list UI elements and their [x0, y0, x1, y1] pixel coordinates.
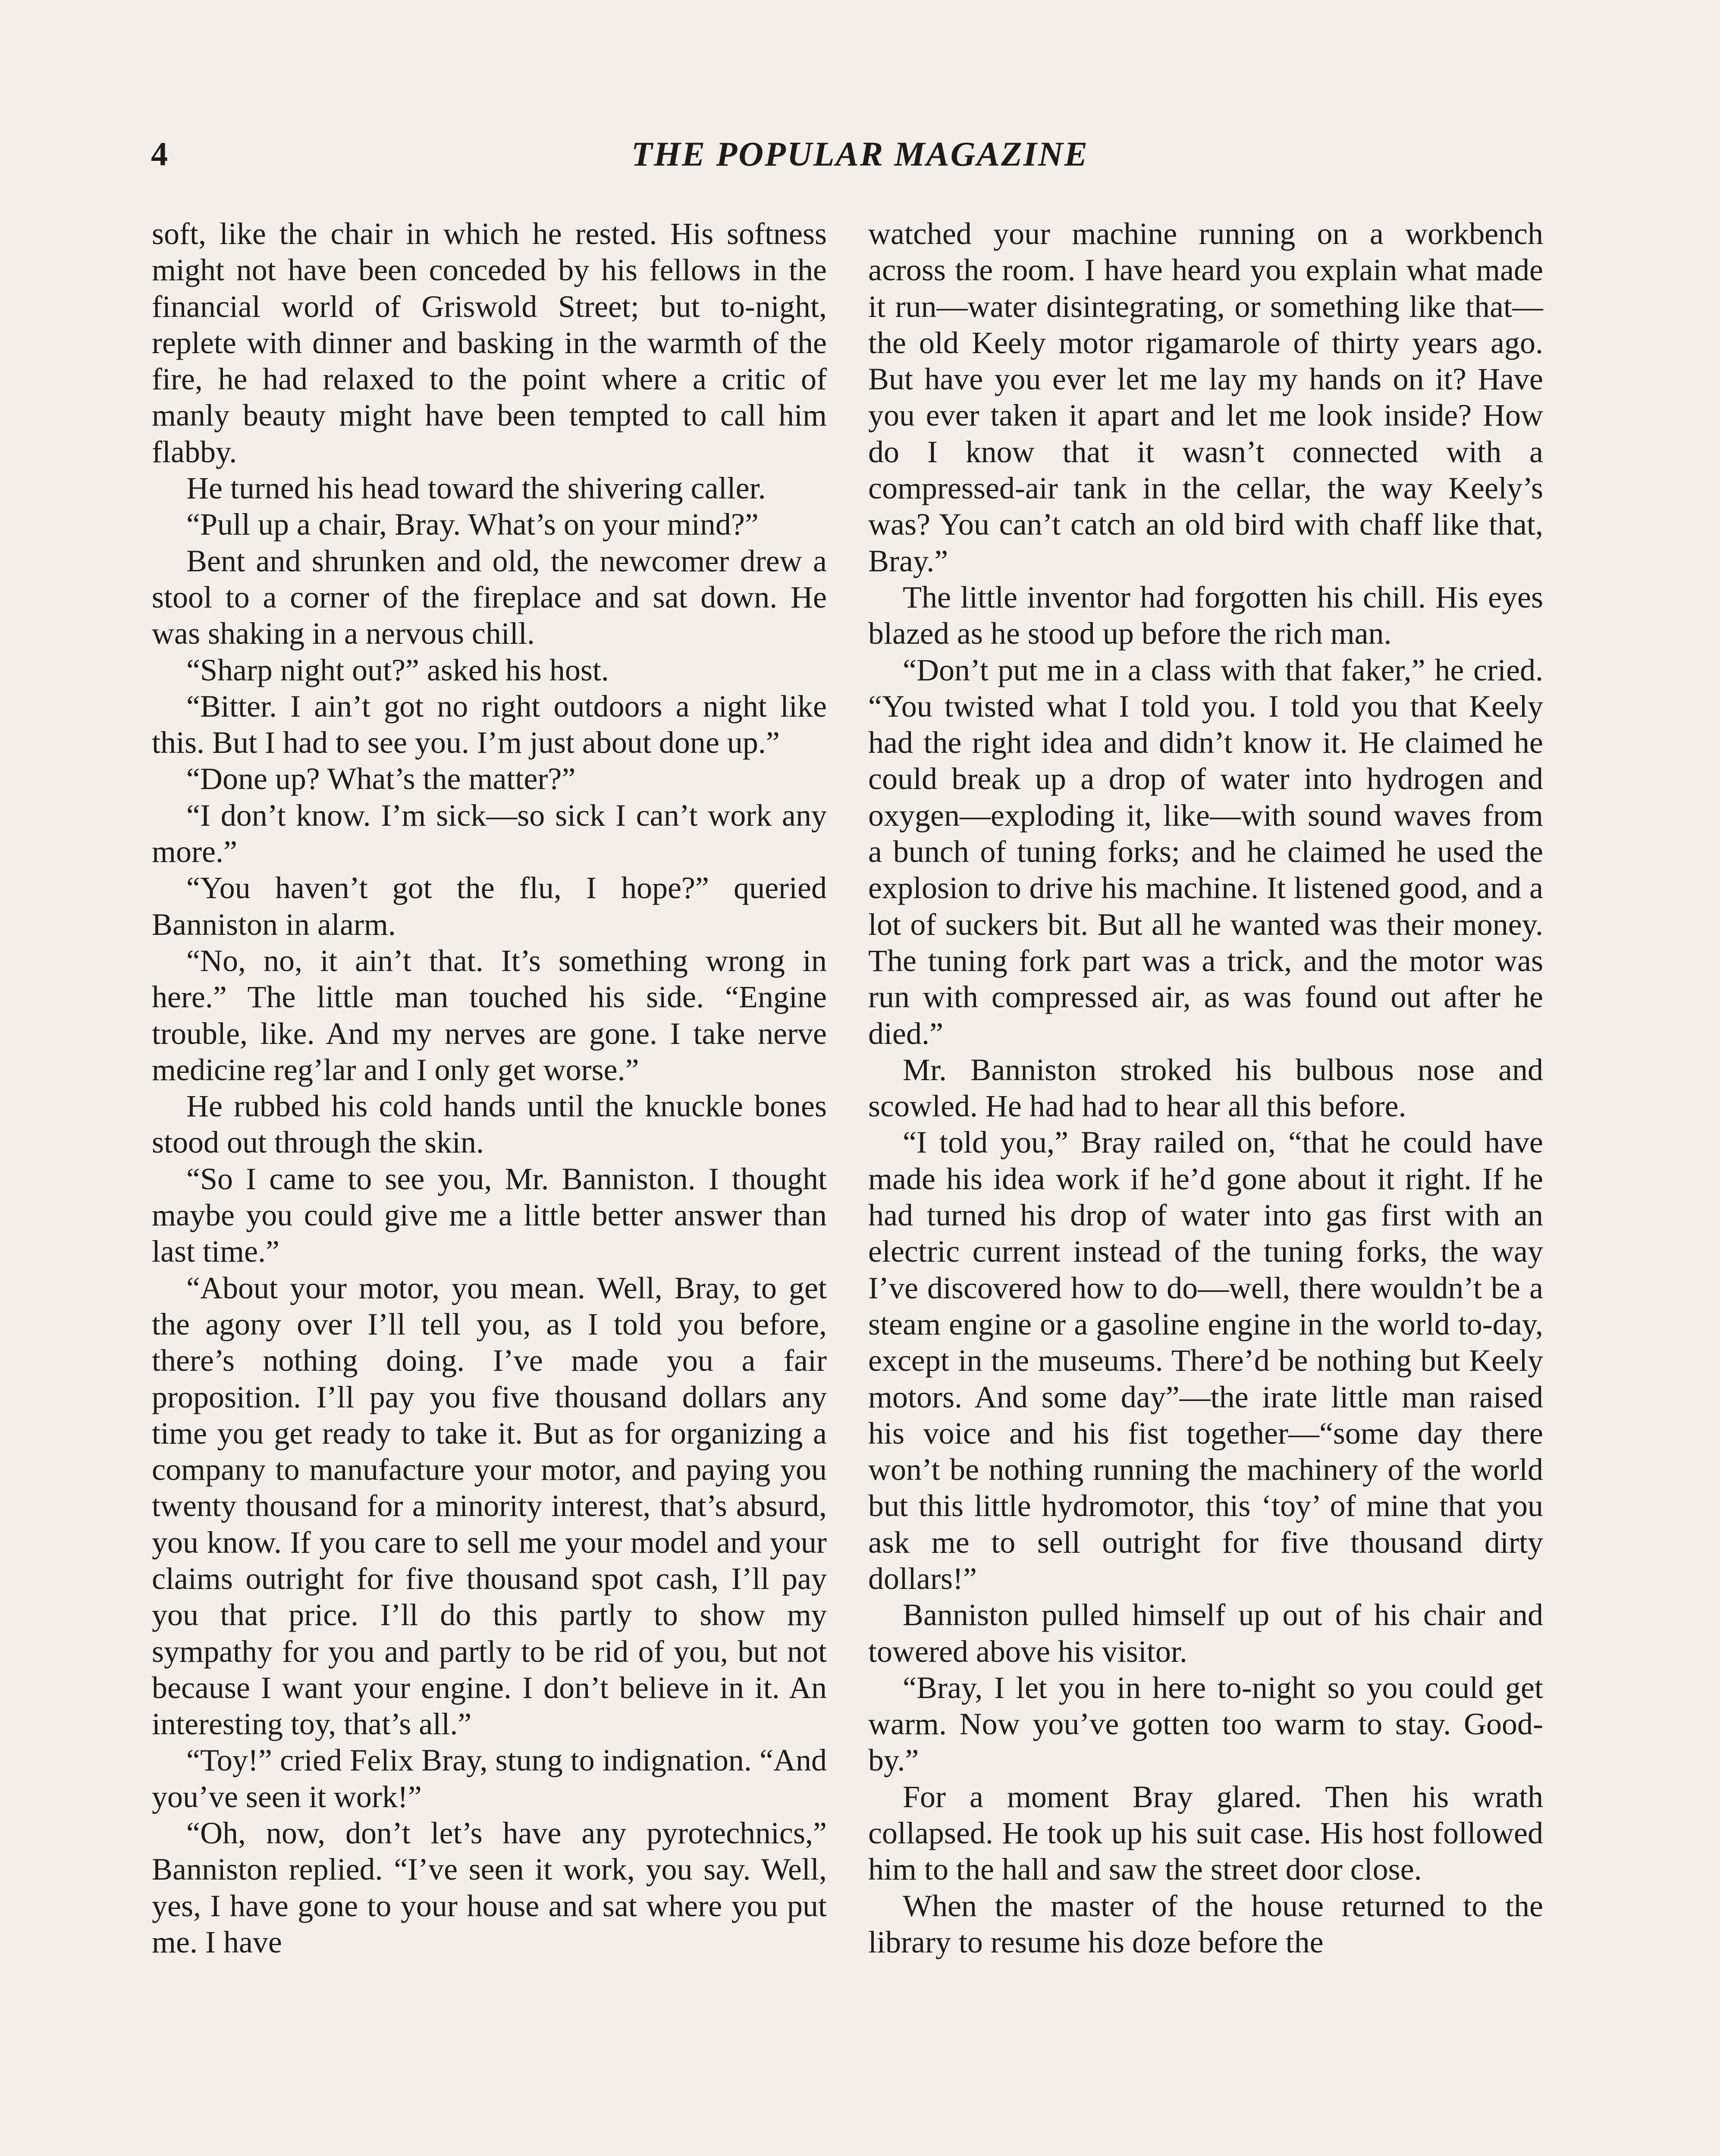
paragraph: “Don’t put me in a class with that faker,” he cried. “You twisted what I told you. I told you that Keely had the right idea and didn’t know it. He claimed he could break up a drop of water into hydrogen and oxygen—exploding it, like—with sound waves from a bunch of tuning forks; and he claimed he used the explosion to drive his machine. It listened good, and a lot of suckers bit. But all he wanted was their money. The tuning fork part was a trick, and the motor was run with compressed air, as was found out after he died.” [868, 652, 1543, 1051]
paragraph: watched your machine running on a workbench across the room. I have heard you explain what made it run—water disintegrating, or something like that—the old Keely motor rigamarole of thirty years ago. But have you ever let me lay my hands on it? Have you ever taken it apart and let me look inside? How do I know that it wasn’t connected with a compressed-air tank in the cellar, the way Keely’s was? You can’t catch an old bird with chaff like that, Bray.” [868, 216, 1543, 578]
paragraph: “Done up? What’s the matter?” [186, 761, 576, 796]
paragraph: “Bray, I let you in here to-night so you could get warm. Now you’ve gotten too warm to stay. Good-by.” [868, 1670, 1543, 1778]
running-head: THE POPULAR MAGAZINE [631, 135, 1089, 173]
paragraph: “About your motor, you mean. Well, Bray, to get the agony over I’ll tell you, as I told you before, there’s nothing doing. I’ve made you a fair proposition. I’ll pay you five thousand dollars any time you get ready to take it. But as for organizing a company to manufacture your motor, and paying you twenty thousand for a minority interest, that’s absurd, you know. If you care to sell me your model and your claims outright for five thousand spot cash, I’ll pay you that price. I’ll do this partly to show my sympathy for you and partly to be rid of you, but not because I want your engine. I don’t believe in it. An interesting toy, that’s all.” [152, 1270, 827, 1742]
paragraph: “I don’t know. I’m sick—so sick I can’t work any more.” [152, 798, 827, 869]
paragraph: “I told you,” Bray railed on, “that he could have made his idea work if he’d gone about it right. If he had turned his drop of water into gas first with an electric current instead of the tuning forks, the way I’ve discovered how to do—well, there wouldn’t be a steam engine or a gasoline engine in the world to-day, except in the museums. There’d be nothing but Keely motors. And some day”—the irate little man raised his voice and his fist together—“some day there won’t be nothing running the machinery of the world but this little hydromotor, this ‘toy’ of mine that you ask me to sell outright for five thousand dirty dollars!” [868, 1125, 1543, 1596]
paragraph: soft, like the chair in which he rested. His softness might not have been conceded by his fellows in the financial world of Griswold Street; but to-night, replete with dinner and basking in the warmth of the fire, he had relaxed to the point where a critic of manly beauty might have been tempted to call him flabby. [152, 216, 827, 469]
paragraph: When the master of the house returned to the library to resume his doze before the [868, 1888, 1543, 1959]
paragraph: “Pull up a chair, Bray. What’s on your mind?” [186, 507, 759, 542]
paragraph: He rubbed his cold hands until the knuckle bones stood out through the skin. [152, 1089, 827, 1160]
paragraph: “Toy!” cried Felix Bray, stung to indignation. “And you’ve seen it work!” [152, 1743, 827, 1814]
paragraph: Mr. Banniston stroked his bulbous nose and scowled. He had had to hear all this before. [868, 1052, 1543, 1124]
paragraph: He turned his head toward the shivering caller. [186, 471, 766, 506]
right-column [868, 216, 1543, 1960]
paragraph: “No, no, it ain’t that. It’s something wrong in here.” The little man touched his side. “Engine trouble, like. And my nerves are gone. I take nerve medicine reg’lar and I only get worse.” [152, 943, 827, 1087]
paragraph: “You haven’t got the flu, I hope?” queried Banniston in alarm. [152, 871, 827, 942]
paragraph: Bent and shrunken and old, the newcomer drew a stool to a corner of the fireplace and sat down. He was shaking in a nervous chill. [152, 543, 827, 651]
paragraph: “Sharp night out?” asked his host. [186, 652, 609, 687]
paragraph: “Bitter. I ain’t got no right outdoors a night like this. But I had to see you. I’m just about done up.” [152, 689, 827, 760]
paragraph: Banniston pulled himself up out of his chair and towered above his visitor. [868, 1598, 1543, 1669]
paragraph: For a moment Bray glared. Then his wrath collapsed. He took up his suit case. His host followed him to the hall and saw the street door close. [868, 1779, 1543, 1887]
page-number: 4 [151, 135, 168, 172]
left-column [152, 216, 827, 1960]
paragraph: “Oh, now, don’t let’s have any pyrotechnics,” Banniston replied. “I’ve seen it work, you say. Well, yes, I have gone to your house and sat where you put me. I have [152, 1816, 827, 1959]
paragraph: The little inventor had forgotten his chill. His eyes blazed as he stood up before the rich man. [868, 580, 1543, 651]
paragraph: “So I came to see you, Mr. Banniston. I thought maybe you could give me a little better answer than last time.” [152, 1161, 827, 1269]
